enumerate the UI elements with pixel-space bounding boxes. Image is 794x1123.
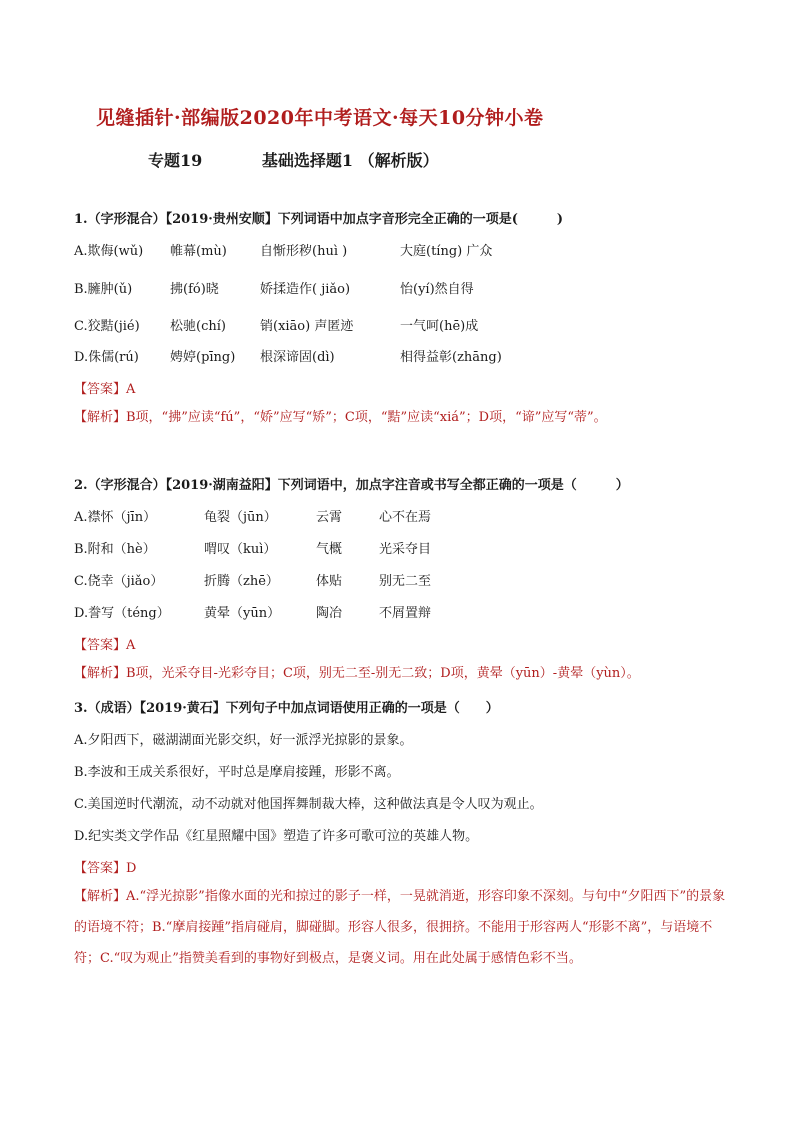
option-cell: 气概 [316,542,343,557]
option-cell: 龟裂（jūn） [204,510,277,525]
question-2-explanation: 【解析】B项，光采夺目-光彩夺目；C项，别无二至-别无二致；D项，黄晕（yūn）-黄晕（yùn）。 [74,666,640,681]
question-3-option-c: C.美国逆时代潮流，动不动就对他国挥舞制裁大棒，这种做法真是令人叹为观止。 [74,797,543,812]
option-cell: 黄晕（yūn） [204,606,281,621]
question-1-stem: 1.（字形混合）【2019·贵州安顺】下列词语中加点字音形完全正确的一项是( ) [74,212,564,227]
option-cell: 娉婷(pīng) [170,350,236,365]
option-cell: B.附和（hè） [74,542,156,557]
option-cell: 陶冶 [316,606,343,621]
question-3-explanation: 【解析】A.“浮光掠影”指像水面的光和掠过的影子一样，一晃就消逝，形容印象不深刻。与句中“夕阳西下”的景象的语境不符；B.“摩肩接踵”指肩碰肩，脚碰脚。形容人很多，很拥挤。不能用于形容两人“形影不离”，与语境不符；C.“叹为观止”指赞美看到的事物好到极点，是褒义词。用在此处属于感情色彩不当。 [74,889,726,966]
option-cell: C.侥幸（jiǎo） [74,574,164,589]
option-cell: 拂(fó)晓 [170,282,219,297]
question-3-option-a: A.夕阳西下，磁湖湖面光影交织，好一派浮光掠影的景象。 [74,733,413,748]
option-cell: 销(xiāo) 声匿迹 [260,319,354,334]
option-cell: 折腾（zhē） [204,574,279,589]
option-cell: 别无二至 [379,574,432,589]
document-title: 见缝插针·部编版2020年中考语文·每天10分钟小卷 [96,107,544,129]
option-cell: B.臃肿(ǔ) [74,282,133,297]
question-3-stem: 3.（成语）【2019·黄石】下列句子中加点词语使用正确的一项是（ ） [74,701,499,716]
topic-heading [148,148,439,171]
question-1-answer: 【答案】A [74,382,136,397]
question-2-answer: 【答案】A [74,638,136,653]
option-cell: 娇揉造作( jiǎo) [260,282,351,297]
question-3-answer: 【答案】D [74,861,137,876]
option-cell: 大庭(tíng) 广众 [400,244,493,259]
option-cell: 松驰(chí) [170,319,226,334]
question-3-option-d: D.纪实类文学作品《红星照耀中国》塑造了许多可歌可泣的英雄人物。 [74,829,479,844]
option-cell: 喟叹（kuì） [204,542,277,557]
topic-name: 基础选择题1 （解析版） [261,151,439,170]
question-3-option-b: B.李波和王成关系很好，平时总是摩肩接踵，形影不离。 [74,765,400,780]
option-cell: 云霄 [316,510,343,525]
question-2-stem: 2.（字形混合）【2019·湖南益阳】下列词语中，加点字注音或书写全都正确的一项是（ ） [74,478,629,493]
option-cell: 一气呵(hē)成 [400,319,479,334]
option-cell: A.欺侮(wǔ) [74,244,144,259]
option-cell: 不屑置辩 [379,606,432,621]
option-cell: D.誊写（téng） [74,606,170,621]
option-cell: 光采夺目 [379,542,432,557]
option-cell: D.侏儒(rú) [74,350,139,365]
topic-number: 专题19 [148,151,203,170]
option-cell: 自惭形秽(huì ) [260,244,348,259]
question-1-explanation: 【解析】B项，“拂”应读“fú”，“娇”应写“矫”；C项，“黠”应读“xiá”；D项，“谛”应写“蒂”。 [74,410,607,425]
option-cell: A.襟怀（jīn） [74,510,157,525]
option-cell: 根深谛固(dì) [260,350,335,365]
option-cell: 帷幕(mù) [170,244,227,259]
option-cell: C.狡黠(jié) [74,319,140,334]
option-cell: 怡(yí)然自得 [400,282,474,297]
option-cell: 体贴 [316,574,343,589]
option-cell: 相得益彰(zhāng) [400,350,502,365]
option-cell: 心不在焉 [379,510,432,525]
